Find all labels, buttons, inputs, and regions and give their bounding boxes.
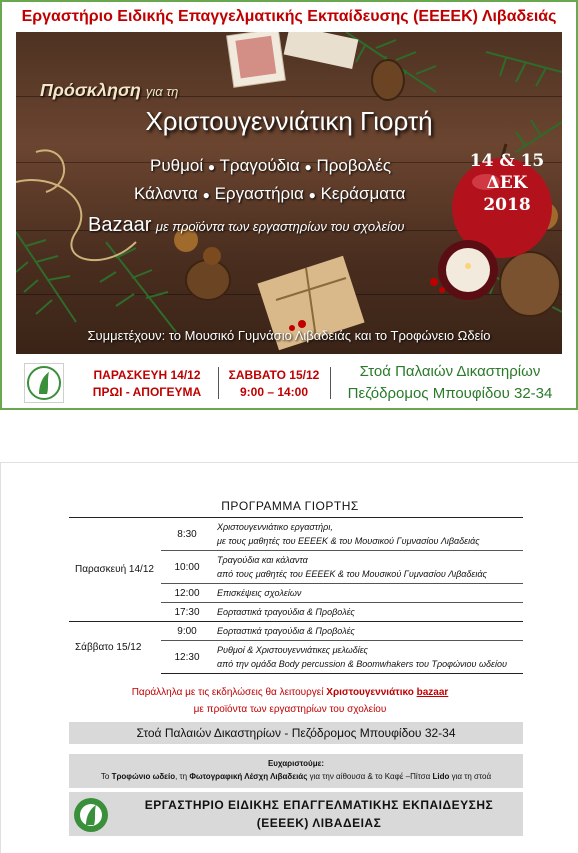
activities-line-2 — [134, 184, 405, 204]
invitation-heading — [40, 80, 178, 101]
notice-highlight: Χριστουγεννιάτικο — [326, 687, 417, 698]
date-year: 2018 — [483, 195, 531, 215]
day-cell: Σάββατο 15/12 — [69, 622, 161, 674]
saturday-hours: 9:00 – 14:00 — [239, 385, 309, 399]
bullet-dot: ● — [308, 188, 316, 202]
bullet-dot: ● — [202, 188, 210, 202]
bazaar-word: Bazaar — [88, 214, 152, 236]
participants-text: Συμμετέχουν: το Μουσικό Γυμνάσιο Λιβαδειάς και το Τροφώνειο Ωδείο — [87, 328, 491, 343]
programme-title: ΠΡΟΓΡΑΜΜΑ ΓΙΟΡΤΗΣ — [221, 499, 359, 513]
event-title: Τραγούδια και κάλαντα — [217, 555, 308, 565]
event-cell: Εορταστικά τραγούδια & Προβολές — [213, 603, 523, 622]
venue-street: Πεζόδρομος Μπουφίδου 32-34 — [347, 385, 553, 402]
date-month: ΔΕΚ — [486, 173, 528, 193]
thanks-part: , τη — [175, 772, 190, 781]
acknowledgements — [69, 754, 523, 788]
venue — [338, 361, 562, 405]
event-title: Ρυθμοί & Χριστουγεννιάτικες μελωδίες — [217, 645, 368, 655]
friday-schedule — [82, 367, 212, 401]
footer-line-1: ΕΡΓΑΣΤΗΡΙΟ ΕΙΔΙΚΗΣ ΕΠΑΓΓΕΛΜΑΤΙΚΗΣ ΕΚΠΑΙΔΕΥΣΗΣ — [144, 798, 494, 812]
poster-photo — [16, 32, 562, 354]
thanks-part: για τη στοά — [449, 772, 492, 781]
thanks-part: για την αίθουσα & το Καφέ –Πίτσα — [307, 772, 433, 781]
thanks-lido: Lido — [432, 772, 450, 781]
invite-main: Πρόσκληση — [40, 80, 141, 100]
poster-title: Εργαστήριο Ειδικής Επαγγελματικής Εκπαίδευσης (ΕΕΕΕΚ) Λιβαδειάς — [21, 8, 557, 25]
activity-screenings: Προβολές — [316, 156, 392, 175]
friday-hours: ΠΡΩΙ - ΑΠΟΓΕΥΜΑ — [92, 385, 202, 399]
friday-date: ΠΑΡΑΣΚΕΥΗ 14/12 — [93, 368, 201, 382]
event-detail: από την ομάδα Body percussion & Boomwhakers του Τροφώνιου ωδείου — [217, 659, 507, 669]
thanks-title: Ευχαριστούμε: — [267, 759, 325, 768]
thanks-photo-club: Φωτογραφική Λέσχη Λιβαδειάς — [189, 772, 308, 781]
footer-banner — [69, 792, 523, 836]
bazaar-line — [88, 214, 404, 237]
time-cell: 10:00 — [161, 551, 213, 584]
programme-page — [0, 462, 578, 853]
event-cell — [213, 551, 523, 584]
activities-line-1 — [150, 156, 391, 176]
event-cell: Εορταστικά τραγούδια & Προβολές — [213, 622, 523, 641]
activity-workshops: Εργαστήρια — [214, 184, 304, 203]
time-cell: 17:30 — [161, 603, 213, 622]
event-title: Χριστουγεννιάτικο εργαστήρι, — [217, 522, 333, 532]
divider — [330, 367, 331, 399]
event-detail: με τους μαθητές του ΕΕΕΕΚ & του Μουσικού Γυμνασίου Λιβαδειάς — [217, 536, 480, 546]
time-cell: 12:00 — [161, 584, 213, 603]
event-cell — [213, 641, 523, 674]
time-cell: 9:00 — [161, 622, 213, 641]
activity-treats: Κεράσματα — [320, 184, 406, 203]
footer-line-2: (ΕΕΕΕΚ) ΛΙΒΑΔΕΙΑΣ — [256, 816, 382, 830]
notice-line-2: με προϊόντα των εργαστηρίων του σχολείου — [193, 704, 387, 715]
time-cell: 12:30 — [161, 641, 213, 674]
bullet-dot: ● — [207, 160, 216, 174]
date-badge — [462, 150, 552, 216]
schedule-table — [69, 517, 523, 674]
info-bar — [16, 357, 562, 407]
notice-text: Παράλληλα με τις εκδηλώσεις θα λειτουργεί — [131, 687, 327, 698]
day-cell: Παρασκευή 14/12 — [69, 518, 161, 622]
thanks-text — [69, 770, 523, 783]
school-logo-icon — [73, 797, 109, 833]
thanks-part: Το — [100, 772, 112, 781]
invitation-poster — [0, 0, 578, 410]
school-logo-icon — [25, 364, 63, 402]
table-row — [69, 518, 523, 551]
event-detail: από τους μαθητές του ΕΕΕΕΚ & του Μουσικού Γυμνασίου Λιβαδειάς — [217, 569, 487, 579]
activity-rhythms: Ρυθμοί — [150, 156, 204, 175]
bazaar-text: με προϊόντα των εργαστηρίων του σχολείου — [155, 219, 405, 234]
thanks-conservatory: Τροφώνιο ωδείο — [111, 772, 176, 781]
footer-school-name — [119, 796, 519, 832]
notice-bazaar: bazaar — [416, 687, 449, 698]
activity-songs: Τραγούδια — [219, 156, 300, 175]
table-row — [69, 622, 523, 641]
time-cell: 8:30 — [161, 518, 213, 551]
saturday-schedule — [224, 367, 324, 401]
bullet-dot: ● — [304, 160, 312, 174]
location-box: Στοά Παλαιών Δικαστηρίων - Πεζόδρομος Μπουφίδου 32-34 — [69, 722, 523, 744]
invite-small: για τη — [145, 84, 179, 99]
saturday-date: ΣΑΒΒΑΤΟ 15/12 — [228, 368, 320, 382]
divider — [218, 367, 219, 399]
celebration-title: Χριστουγεννιάτικη Γιορτή — [145, 106, 433, 136]
venue-name: Στοά Παλαιών Δικαστηρίων — [359, 363, 541, 380]
activity-carols: Κάλαντα — [134, 184, 198, 203]
bazaar-notice — [1, 684, 578, 718]
school-logo — [24, 363, 64, 403]
event-cell: Επισκέψεις σχολείων — [213, 584, 523, 603]
event-cell — [213, 518, 523, 551]
date-days: 14 & 15 — [469, 151, 545, 171]
